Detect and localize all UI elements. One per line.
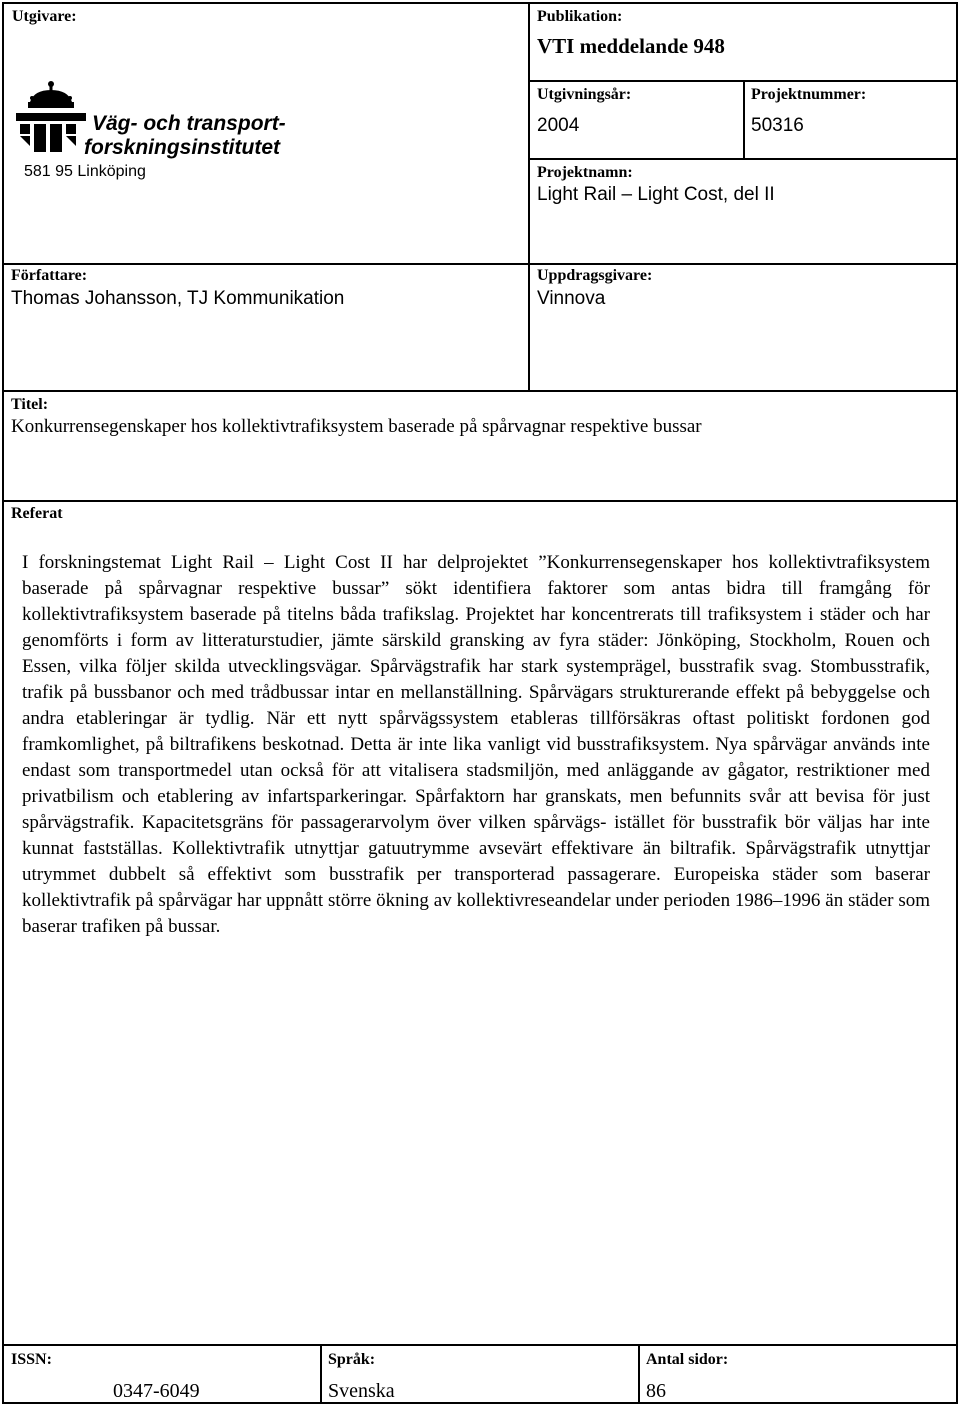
author-value: Thomas Johansson, TJ Kommunikation <box>11 288 345 309</box>
title-value: Konkurrensegenskaper hos kollektivtrafiksystem baserade på spårvagnar respektive bussar <box>11 416 702 437</box>
project-name-value: Light Rail – Light Cost, del II <box>537 184 775 205</box>
issn-label: ISSN: <box>11 1351 52 1368</box>
publication-value: VTI meddelande 948 <box>537 34 725 58</box>
abstract-text: I forskningstemat Light Rail – Light Cost II har delprojektet ”Konkurrensegenskaper hos kollektivtrafiksystem baserade på spårvagnar respektive bussar” sökt identifiera faktorer som antas bidra till framgång för kollektivtrafiksystem baserade på titelns båda trafikslag. Projektet har koncentrerats till trafiksystem i städer och har genomförts i form av litteraturstudier, jämte särskild gransking av fyra städer: Jönköping, Stockholm, Rouen och Essen, vilka följer skilda utvecklingsvägar. Spårvägstrafik har stark systemprägel, busstrafik svag. Stombusstrafik, trafik på bussbanor och med trådbussar intar en mellanställning. Spårvägars strukturerande effekt på bebyggelse och andra etableringar är tydlig. När ett nytt spårvägssystem etableras tillförsäkras oftast politiskt fordonen god framkomlighet, på biltrafikens beskotnad. Detta är inte lika vanligt vid busstrafiksystem. Nya spårvägar används inte endast som transportmedel utan också för att vitalisera stadsmiljön, med anläggande av gågator, restriktioner med privatbilism och etablering av infartsparkeringar. Spårfaktorn har granskats, men befunnits svår att bevisa för just spårvägstrafik. Kapacitetsgräns för passagerarvolym över vilken spårvägs- istället för busstrafik bör väljas har inte kunnat fastställas. Kollektivtrafik utnyttjar gatuutrymme avsevärt effektivare än biltrafik. Spårvägstrafik utnyttjar utrymmet dubbelt så effektivt som busstrafik per transporterad passagerare. Europeiska städer som baserar kollektivtrafik på spårvägar har uppnått större ökning av kollektivreseandelar under perioden 1986–1996 än städer som baserar trafiken på bussar. <box>22 552 930 937</box>
project-name-label: Projektnamn: <box>537 164 633 181</box>
language-value: Svenska <box>328 1380 395 1402</box>
commissioner-value: Vinnova <box>537 288 606 309</box>
issn-value: 0347-6049 <box>113 1380 200 1402</box>
abstract-label: Referat <box>11 505 63 522</box>
logo-line2: forskningsinstitutet <box>84 136 281 159</box>
year-value: 2004 <box>537 115 580 136</box>
year-label: Utgivningsår: <box>537 86 632 103</box>
title-label: Titel: <box>11 396 49 413</box>
project-number-value: 50316 <box>751 115 804 136</box>
pages-value: 86 <box>646 1380 666 1402</box>
title-box <box>2 390 958 502</box>
vti-logo <box>14 80 286 160</box>
author-label: Författare: <box>11 267 88 284</box>
logo-line1: Väg- och transport- <box>92 112 286 135</box>
commissioner-label: Uppdragsgivare: <box>537 267 653 284</box>
publication-label: Publikation: <box>537 8 623 25</box>
publisher-address: 581 95 Linköping <box>24 163 146 180</box>
pages-label: Antal sidor: <box>646 1351 729 1368</box>
project-number-label: Projektnummer: <box>751 86 867 103</box>
publisher-label: Utgivare: <box>12 8 77 25</box>
language-label: Språk: <box>328 1351 376 1368</box>
crown-emblem-icon <box>14 80 286 160</box>
abstract-body <box>22 550 930 940</box>
